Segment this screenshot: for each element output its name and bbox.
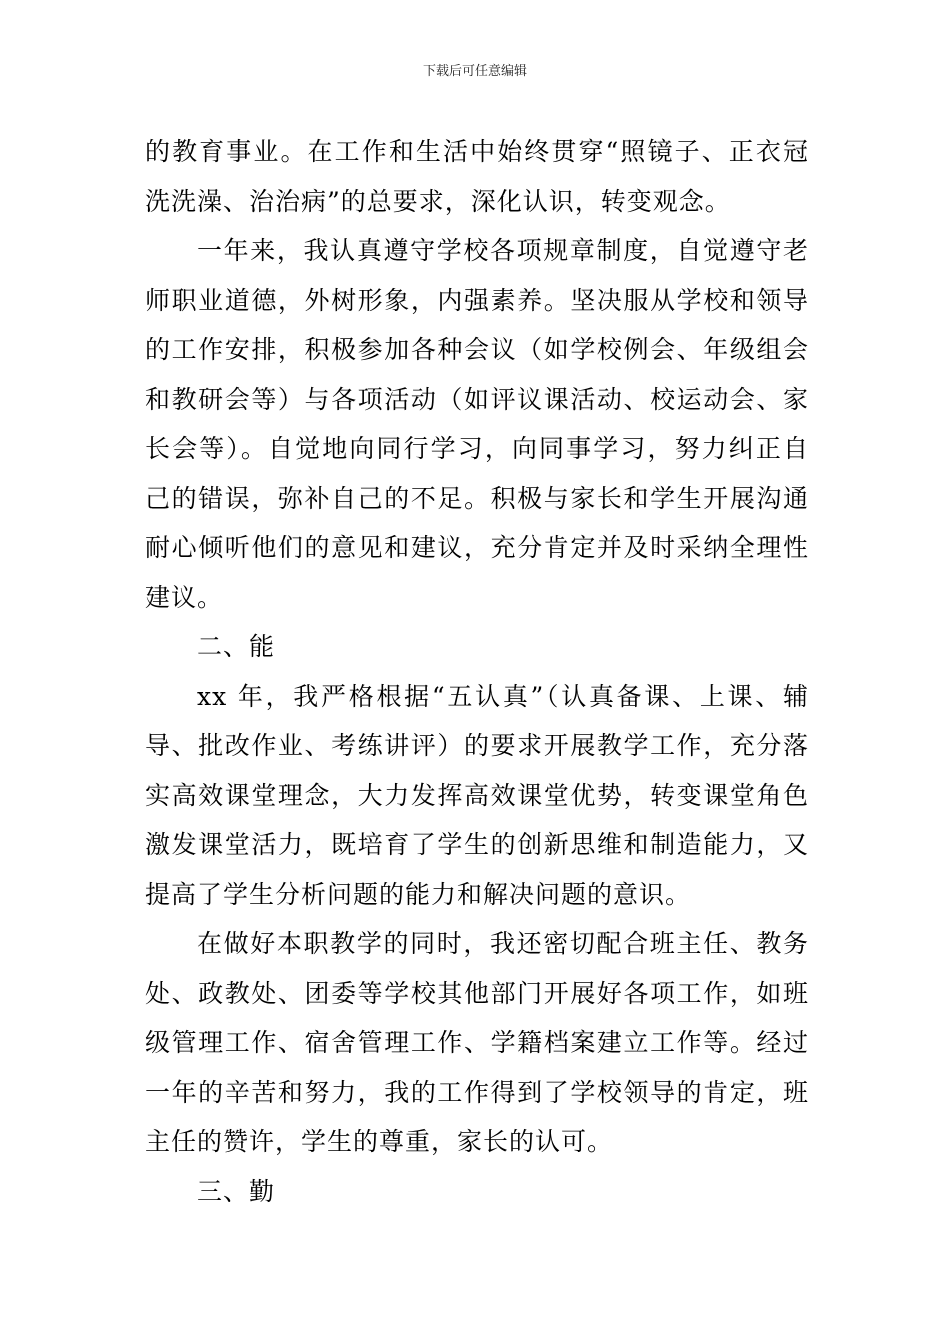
text-line: 处、政教处、团委等学校其他部门开展好各项工作，如班 [145,978,809,1008]
text-line: 三、勤 [197,1176,276,1206]
text-line: 的工作安排，积极参加各种会议（如学校例会、年级组会 [145,335,809,364]
text-line: 建议。 [145,582,224,612]
text-line: 的教育事业。在工作和生活中始终贯穿“照镜子、正衣冠 [145,137,809,166]
text-line: 一年的辛苦和努力，我的工作得到了学校领导的肯定，班 [145,1077,809,1107]
text-line: xx 年，我严格根据“五认真”（认真备课、上课、辅 [197,681,809,711]
text-line: 洗洗澡、治治病”的总要求，深化认识，转变观念。 [145,186,731,216]
text-line: 级管理工作、宿舍管理工作、学籍档案建立工作等。经过 [145,1028,809,1057]
text-line: 导、批改作业、考练讲评）的要求开展教学工作，充分落 [145,731,809,760]
text-line: 提高了学生分析问题的能力和解决问题的意识。 [145,879,692,909]
text-line: 长会等）。自觉地向同行学习，向同事学习，努力纠正自 [145,434,809,463]
text-line: 耐心倾听他们的意见和建议，充分肯定并及时采纳全理性 [145,533,809,562]
text-line: 和教研会等）与各项活动（如评议课活动、校运动会、家 [145,384,809,414]
text-line: 一年来，我认真遵守学校各项规章制度，自觉遵守老 [197,236,809,265]
text-line: 己的错误，弥补自己的不足。积极与家长和学生开展沟通 [145,483,809,513]
page-header: 下载后可任意编辑 [422,64,527,79]
text-line: 师职业道德，外树形象，内强素养。坚决服从学校和领导 [145,285,809,315]
text-line: 在做好本职教学的同时，我还密切配合班主任、教务 [197,929,809,958]
text-line: 二、能 [197,632,276,661]
document-body [145,127,809,1216]
text-line: 主任的赞许，学生的尊重，家长的认可。 [145,1127,614,1156]
text-line: 实高效课堂理念，大力发挥高效课堂优势，转变课堂角色 [145,780,809,810]
text-line: 激发课堂活力，既培育了学生的创新思维和制造能力，又 [145,830,809,859]
